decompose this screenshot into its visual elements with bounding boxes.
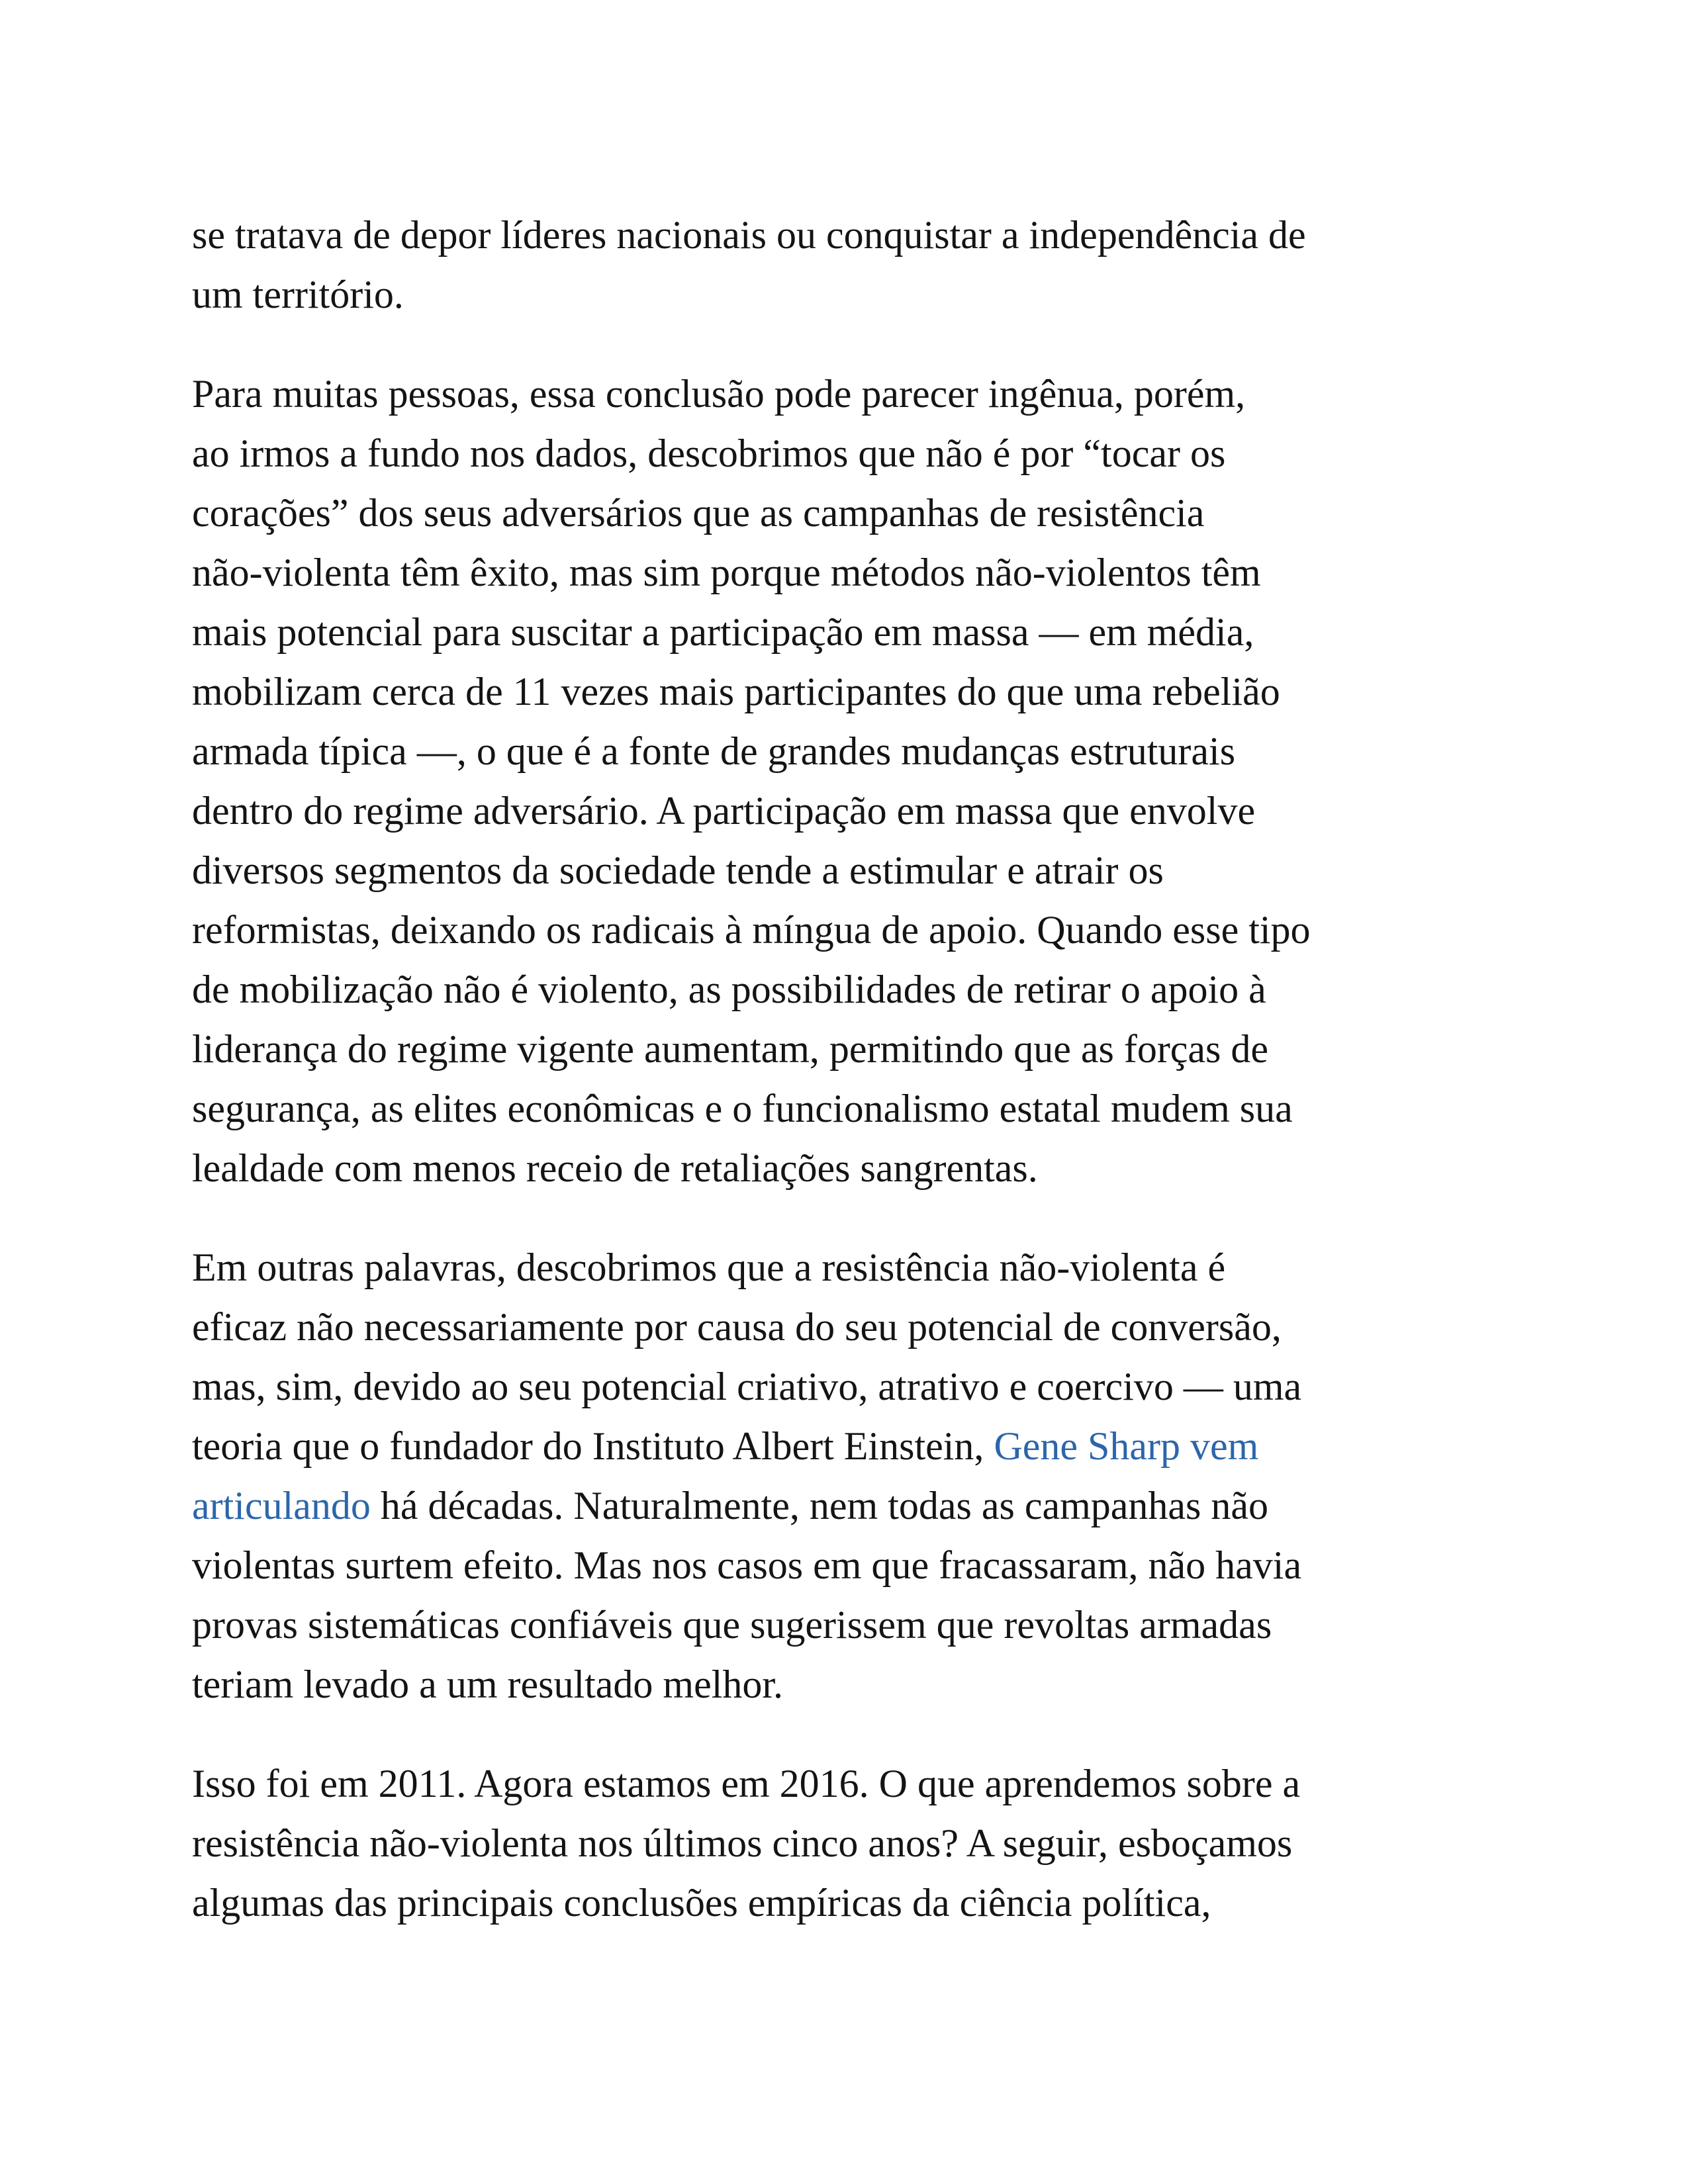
text-line: provas sistemáticas confiáveis que sugerissem que revoltas armadas <box>192 1603 1272 1647</box>
paragraph <box>192 364 1509 1198</box>
text-line: liderança do regime vigente aumentam, permitindo que as forças de <box>192 1027 1269 1071</box>
text-line: armada típica —, o que é a fonte de grandes mudanças estruturais <box>192 729 1236 773</box>
gene-sharp-link[interactable]: Gene Sharp vem <box>994 1424 1259 1468</box>
text-line: lealdade com menos receio de retaliações sangrentas. <box>192 1146 1038 1190</box>
text-line: Em outras palavras, descobrimos que a resistência não-violenta é <box>192 1246 1226 1289</box>
text-segment: teoria que o fundador do Instituto Albert Einstein, <box>192 1424 994 1468</box>
text-line: Isso foi em 2011. Agora estamos em 2016. O que aprendemos sobre a <box>192 1762 1301 1805</box>
gene-sharp-link[interactable]: articulando <box>192 1484 371 1527</box>
paragraph <box>192 1238 1509 1714</box>
text-line: segurança, as elites econômicas e o funcionalismo estatal mudem sua <box>192 1087 1293 1130</box>
text-line: não-violenta têm êxito, mas sim porque métodos não-violentos têm <box>192 551 1261 594</box>
text-segment: há décadas. Naturalmente, nem todas as campanhas não <box>370 1484 1269 1527</box>
text-line: ao irmos a fundo nos dados, descobrimos que não é por “tocar os <box>192 432 1226 475</box>
paragraph <box>192 205 1509 324</box>
text-line: mais potencial para suscitar a participação em massa — em média, <box>192 610 1254 654</box>
text-line: mas, sim, devido ao seu potencial criativo, atrativo e coercivo — uma <box>192 1365 1302 1408</box>
text-line: Para muitas pessoas, essa conclusão pode parecer ingênua, porém, <box>192 372 1246 416</box>
text-line: violentas surtem efeito. Mas nos casos em que fracassaram, não havia <box>192 1543 1302 1587</box>
text-line: um território. <box>192 273 404 316</box>
text-line: corações” dos seus adversários que as campanhas de resistência <box>192 491 1205 535</box>
text-line: mobilizam cerca de 11 vezes mais participantes do que uma rebelião <box>192 670 1280 713</box>
text-line: se tratava de depor líderes nacionais ou conquistar a independência de <box>192 213 1306 257</box>
article-body <box>192 205 1509 1972</box>
text-line: de mobilização não é violento, as possibilidades de retirar o apoio à <box>192 968 1266 1011</box>
text-line <box>192 1484 1268 1527</box>
text-line <box>192 1424 1258 1468</box>
text-line: teriam levado a um resultado melhor. <box>192 1662 784 1706</box>
text-line: reformistas, deixando os radicais à míngua de apoio. Quando esse tipo <box>192 908 1311 952</box>
text-line: eficaz não necessariamente por causa do seu potencial de conversão, <box>192 1305 1282 1349</box>
text-line: algumas das principais conclusões empíricas da ciência política, <box>192 1881 1211 1925</box>
paragraph <box>192 1754 1509 1933</box>
text-line: diversos segmentos da sociedade tende a estimular e atrair os <box>192 848 1164 892</box>
text-line: dentro do regime adversário. A participação em massa que envolve <box>192 789 1256 833</box>
text-line: resistência não-violenta nos últimos cinco anos? A seguir, esboçamos <box>192 1821 1293 1865</box>
